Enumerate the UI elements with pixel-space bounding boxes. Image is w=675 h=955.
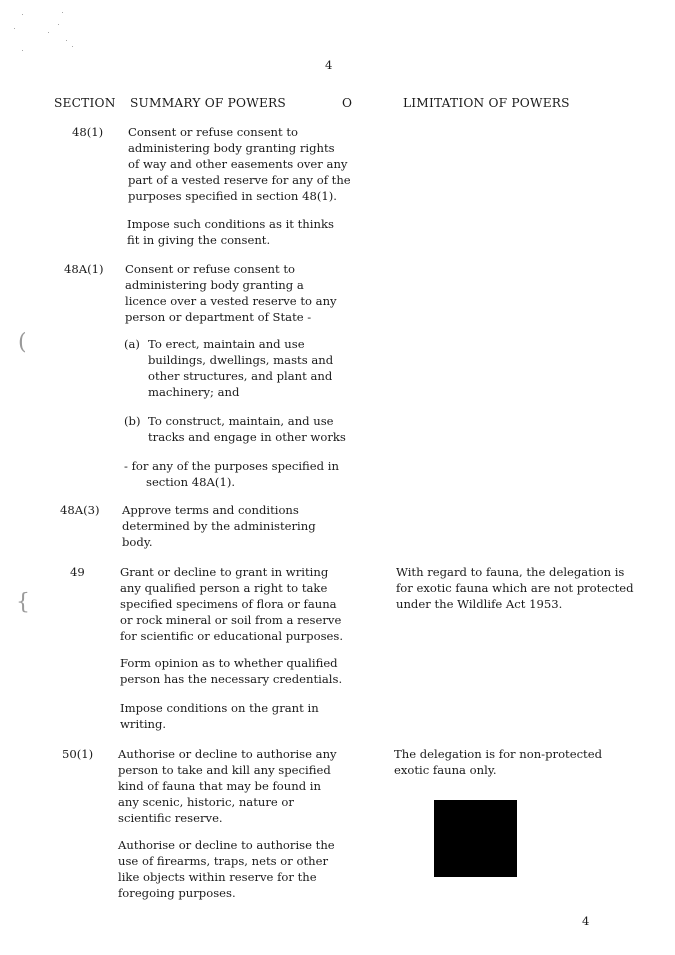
summary-paragraph: Form opinion as to whether qualified person has the necessary credentials. [120,656,343,686]
page-number-top: 4 [325,58,333,72]
margin-mark: { [16,590,30,615]
list-marker: (b) [124,414,141,428]
summary-paragraph: Authorise or decline to authorise the use of firearms, traps, nets or other like objects within reserve for the foregoing purposes. [118,838,335,900]
limitation-header: LIMITATION OF POWERS [403,96,570,110]
limitation-text: With regard to fauna, the delegation is for exotic fauna which are not protected under the Wildlife Act 1953. [396,565,634,611]
limitation-text: The delegation is for non-protected exotic fauna only. [394,747,603,777]
section-number: 48A(3) [60,503,100,517]
summary-paragraph: Impose conditions on the grant in writing. [120,701,319,731]
section-number: 48A(1) [64,262,104,276]
closing-clause: - for any of the purposes specified in section 48A(1). [124,459,339,489]
list-marker: (a) [124,337,140,351]
summary-paragraph: Consent or refuse consent to administering body granting a licence over a vested reserve to any person or department of State - [125,262,337,324]
summary-paragraph: Authorise or decline to authorise any person to take and kill any specified kind of fauna that may be found in any scenic, historic, nature or scientific reserve. [118,747,337,825]
section-number: 48(1) [72,125,104,139]
summary-header: SUMMARY OF POWERS [130,96,286,110]
list-item: To erect, maintain and use buildings, dwellings, masts and other structures, and plant and machinery; and [148,337,334,399]
summary-paragraph: Approve terms and conditions determined by the administering body. [122,503,316,549]
redaction-block [434,800,517,877]
section-header: SECTION [54,96,116,110]
margin-mark: ( [18,330,27,355]
list-item: To construct, maintain, and use tracks and engage in other works [148,414,346,444]
page-number-bottom: 4 [582,914,590,928]
circle-marker: O [342,96,353,110]
section-number: 49 [70,565,85,579]
section-number: 50(1) [62,747,94,761]
summary-paragraph: Consent or refuse consent to administering body granting rights of way and other easements over any part of a vested reserve for any of the purposes specified in section 48(1). [128,125,351,203]
summary-paragraph: Impose such conditions as it thinks fit in giving the consent. [127,217,334,247]
summary-paragraph: Grant or decline to grant in writing any qualified person a right to take specified specimens of flora or fauna or rock mineral or soil from a reserve for scientific or educational purposes. [120,565,344,643]
